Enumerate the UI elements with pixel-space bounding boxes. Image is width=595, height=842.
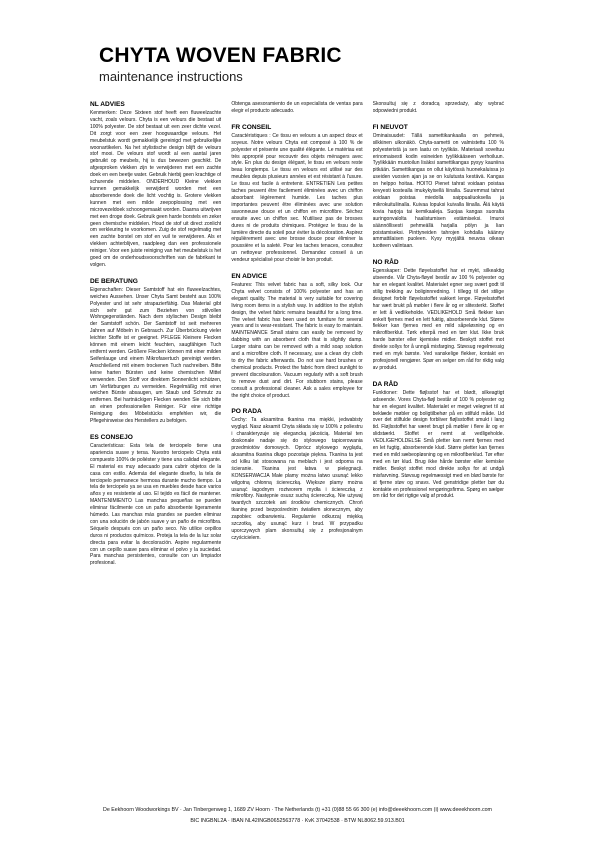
section-da: [373, 381, 504, 501]
section-body-es-continued: Obtenga asesoramiento de un especialista de ventas para elegir el producto adecuado.: [231, 101, 363, 114]
section-body-fr: Caractéristiques : Ce tissu en velours a un aspect doux et soyeux. Notre velours Chyta est composé à 100 % de polyester et présente une qualité élégante. Le matériau est très approprié pour recouvrir des objets ménagers avec style. En plus du design élégant, le tissu en velours reste beau longtemps. Le tissu en velours est utilisé sur des meubles depuis plusieurs années et est résistant à l'usure. Le tissu est facile à entretenir. ENTRETIEN Les petites taches peuvent être facilement éliminées avec un chiffon absorbant légèrement humide. Les taches plus importantes peuvent être éliminées avec une solution savonneuse douce et un chiffon en microfibre. Séchez ensuite avec un chiffon sec. N'utilisez pas de brosses dures ni de produits chimiques. Protégez le tissu de la lumière directe du soleil pour éviter la décoloration. Aspirez régulièrement avec une brosse douce pour éliminer la poussière et la saleté. Pour les taches tenaces, consultez un nettoyeur professionnel. Demandez conseil à un vendeur spécialisé pour choisir le bon produit.: [231, 132, 363, 264]
footer-company-contact: De Eekhoorn Woodworkings BV · Jan Tinbergenweg 1, 1689 ZV Hoorn · The Netherlands (t) +31 (0)88 55 66 300 (e) info@deeekhoorn.com (i) www.deeekhoorn.com: [103, 807, 492, 813]
section-body-pl: Cechy: Ta aksamitna tkanina ma miękki, jedwabisty wygląd. Nasz aksamit Chyta składa się w 100% z poliestru i charakteryzuje się elegancką jakością. Materiał ten doskonale nadaje się do stylowego tapicerowania przedmiotów domowych. Oprócz stylowego wyglądu, aksamitna tkanina długo pozostaje piękna. Tkanina ta jest od kilku lat stosowana na meblach i jest odporna na ścieranie. Tkanina jest łatwa w pielęgnacji. KONSERWACJA Małe plamy można łatwo usunąć lekko wilgotną chłonną ściereczką. Większe plamy można usunąć łagodnym roztworem mydła i ściereczką z mikrofibry. Następnie osusz suchą ściereczką. Nie używaj twardych szczotek ani środków chemicznych. Chroń tkaninę przed bezpośrednim światłem słonecznym, aby zapobiec odbarwieniu. Regularnie odkurzaj miękką szczotką, aby usunąć kurz i brud. W przypadku uporczywych plam skonsultuj się z profesjonalnym czyścicielem.: [231, 417, 363, 541]
section-es: [90, 434, 221, 567]
section-body-es: Características: Esta tela de terciopelo tiene una apariencia suave y tersa. Nuestro terciopelo Chyta está compuesto 100% de poliéster y tiene una calidad elegante. El material es muy adecuado para cubrir objetos de la casa con estilo. Además del elegante diseño, la tela de terciopelo permanece hermosa durante mucho tiempo. La tela de terciopelo ya se usa en muebles desde hace varios años y es resistente al uso. El tejido es fácil de mantener. MANTENIMIENTO Las manchas pequeñas se pueden eliminar fácilmente con un paño absorbente ligeramente húmedo. Las manchas más grandes se pueden eliminar con una solución de jabón suave y un paño de microfibra. Séquelo después con un paño seco. No utilice cepillos duros ni productos químicos. Proteja la tela de la luz solar directa para evitar la decoloración. Aspire regularmente con un cepillo suave para eliminar el polvo y la suciedad. Para manchas persistentes, consulte con un limpiador profesional.: [90, 442, 222, 567]
section-heading-fr: FR CONSEIL: [231, 123, 272, 131]
section-body-no: Egenskaper: Dette fløyelsstoffet har et mykt, silkeaktig utseende. Vår Chyta-fløyel består av 100 % polyester og har en elegant kvalitet. Materialet egner seg svært godt til stilig trekking av boliginnredning. I tillegg til det stilige designet forblir fløyelsstoffet vakkert lenge. Fløyelsstoffet har vært brukt på møbler i flere år og er slitesterkt. Stoffet er lett å vedlikeholde. VEDLIKEHOLD Små flekker kan enkelt fjernes med en lett fuktig, absorberende klut. Større flekker kan fjernes med en mild såpeløsning og en mikrofiberklut. Tørk etterpå med en tørr klut. Ikke bruk harde børster eller kjemiske midler. Beskytt stoffet mot direkte sollys for å unngå misfarging. Støvsug regelmessig med en myk børste. Ved vanskelige flekker, kontakt en profesjonell rengjører. Spør en selger om råd for riktig valg av produkt.: [372, 268, 504, 371]
document-title: CHYTA WOVEN FABRIC: [99, 44, 342, 67]
section-en: [231, 273, 362, 399]
section-body-pl-continued: Skonsultuj się z doradcą sprzedaży, aby wybrać odpowiedni produkt.: [372, 101, 504, 114]
section-pl: [231, 408, 362, 541]
section-body-en: Features: This velvet fabric has a soft, silky look. Our Chyta velvet consists of 100% polyester and has an elegant quality. The material is very suitable for covering living room items in a stylish way. In addition to the stylish design, the velvet fabric remains beautiful for a long time. The velvet fabric has been used on furniture for several years and is wear-resistant. The fabric is easy to maintain. MAINTENANCE Small stains can easily be removed by dabbing with an absorbent cloth that is slightly damp. Larger stains can be removed with a mild soap solution and a microfibre cloth. If necessary, use a clean dry cloth to dry the fabric afterwards. Do not use hard brushes or chemical products. Protect the fabric from direct sunlight to prevent discolouration. Vacuum regularly with a soft brush to remove dust and dirt. For stubborn stains, please consult a professional cleaner. Ask a sales employee for the right choice of product.: [231, 282, 363, 399]
section-heading-da: DA RÅD: [372, 380, 399, 388]
section-pl-continued: [373, 101, 504, 115]
content-columns: [90, 101, 504, 791]
column-3: [373, 101, 504, 791]
footer-registration-details: BIC INGBNL2A · IBAN NL42INGB0652563778 · KvK 37042538 · BTW NL8062.59.913.B01: [190, 818, 405, 824]
section-body-de: Eigenschaften: Dieser Samtstoff hat ein fluweelzachtes, weiches Aussehen. Unser Chyta Samt besteht aus 100% Polyester und ist sehr strapazierfähig. Das Material gibt sich sehr gut zum Beziehen von stilvollen Wohngegenständen. Nach dem stylischen Design bleibt der Samtstoff schön. Der Samtstoff ist seit mehreren Jahren auf Möbeln in Gebrauch. Zur Überbrückung vieler leichter Stoffe ist er geeignet. PFLEGE Kleinere Flecken können mit einem leicht feuchten, saugfähigen Tuch entfernt werden. Größere Flecken können mit einer milden Seifenlauge und einem Mikrofasertuch gereinigt werden. Anschließend mit einem trockenen Tuch nachreiben. Bitte keine harten Bürsten und keine chemischen Mittel verwenden. Den Stoff vor direktem Sonnenlicht schützen, um Verfärbungen zu vermeiden. Regelmäßig mit einer weichen Bürste absaugen, um Staub und Schmutz zu entfernen. Bei hartnäckigen Flecken wenden Sie sich bitte an einen professionellen Reiniger. Für eine richtige Reinigung des Möbelstücks empfehlen wir, die Pflegehinweise des Herstellers zu befolgen.: [90, 286, 222, 425]
section-body-nl: Kenmerken: Deze Sixteen stof heeft een fluweelzachte vacht, zoals velours. Chyta is een velours die bestaat uit 100% polyester. De stof bestaat uit een zeer dichte vezel. Dit zorgt voor een zeer hoogwaardige velours. Het meubelstuk wordt gemakkelijk gereinigd met gebruikelijke woonartikelen. Na het stylistische design blijft de velours stof mooi. De velours stof wordt al een aantal jaren gebruikt op meubels, hij is dus bewezen geschikt. De afgesproken vlekken zijn te verwijderen met een zachte doek en een beetje water. Gebruik hierbij geen krachtige of schurende middelen. ONDERHOUD Kleine vlekken kunnen gemakkelijk verwijderd worden met een absorberende doek die licht vochtig is. Grotere vlekken kunnen met een milde zeepoplossing met een microvezeldoek schoongemaakt worden. Daarna uitwrijven met een droge doek. Gebruik geen harde borstels en zeker geen chemische middelen. Houd de stof uit direct zonlicht om verkleuring te voorkomen. Zuig de stof regelmatig met een zachte borstel om stof en vuil te verwijderen. Als er vlekken achterblijven, raadpleeg dan een professionele reiniger. Voor een juiste reiniging van het meubelstuk is het goed om de onderhoudsvoorschriften van de fabrikant te volgen.: [90, 110, 222, 268]
section-heading-nl: NL ADVIES: [90, 101, 125, 108]
section-nl: [90, 101, 221, 269]
section-body-fi: Ominaisuudet: Tällä samettikankaalla on pehmeä, silkkinen ulkonäkö. Chyta-sametti on valmistettu 100 % polyesteristä ja sen laatu on tyylikäs. Materiaali soveltuu erinomaisesti kodin esineiden tyylikkääseen verhoiluun. Tyylikkään muotoilun lisäksi samettikangas pysyy kauniina pitkään. Samettikangas on ollut käytössä huonekaluissa jo useiden vuosien ajan ja se on kulutusta kestävä. Kangas on helppo hoitaa. HOITO Pienet tahrat voidaan poistaa kevyesti kostealla imukykyisellä liinalla. Suuremmat tahrat voidaan poistaa miedolla saippualiuoksella ja mikrokuituliinalla. Kuivaa lopuksi kuivalla liinalla. Älä käytä kovia harjoja tai kemikaaleja. Suojaa kangas suoralta auringonvalolta haalistumisen estämiseksi. Imuroi säännöllisesti pehmeällä harjalla pölyn ja lian poistamiseksi. Pinttyneiden tahrojen kohdalla käänny ammattilaisen puoleen. Kysy myyjältä neuvoa oikean tuotteen valintaan.: [372, 132, 504, 250]
column-2: [231, 101, 362, 791]
section-fi: [373, 124, 504, 250]
section-fr: [231, 124, 362, 264]
section-heading-no: NO RÅD: [372, 259, 399, 267]
section-heading-fi: FI NEUVOT: [372, 123, 408, 131]
section-heading-pl: PO RADA: [231, 408, 262, 416]
section-no: [373, 259, 504, 372]
document-subtitle: maintenance instructions: [99, 69, 243, 84]
section-heading-de: DE BERATUNG: [90, 277, 138, 285]
section-heading-en: EN ADVICE: [231, 273, 267, 281]
section-body-da: Funktioner: Dette fløjlsstof har et blødt, silkeagtigt udseende. Vores Chyta-fløjl består af 100 % polyester og har en elegant kvalitet. Materialet er meget velegnet til at beklæde møbler og boligtilbehør på en stilfuld måde. Ud over det stilfulde design forbliver fløjlsstoffet smukt i lang tid. Fløjlsstoffet har været brugt på møbler i flere år og er slidstærkt. Stoffet er nemt at vedligeholde. VEDLIGEHOLDELSE Små pletter kan nemt fjernes med en let fugtig, absorberende klud. Større pletter kan fjernes med en mild sæbeopløsning og en mikrofiberklud. Tør efter med en tør klud. Brug ikke hårde børster eller kemiske midler. Beskyt stoffet mod direkte sollys for at undgå misfarvning. Støvsug regelmæssigt med en blød børste for at fjerne støv og snavs. Ved genstridige pletter bør du kontakte en professionel rengøringsfirma. Spørg en sælger om råd for det rigtige valg af produkt.: [372, 389, 504, 500]
section-de: [90, 278, 221, 425]
section-es-continued: [231, 101, 362, 115]
section-heading-es: ES CONSEJO: [90, 433, 133, 441]
column-1: [90, 101, 221, 791]
